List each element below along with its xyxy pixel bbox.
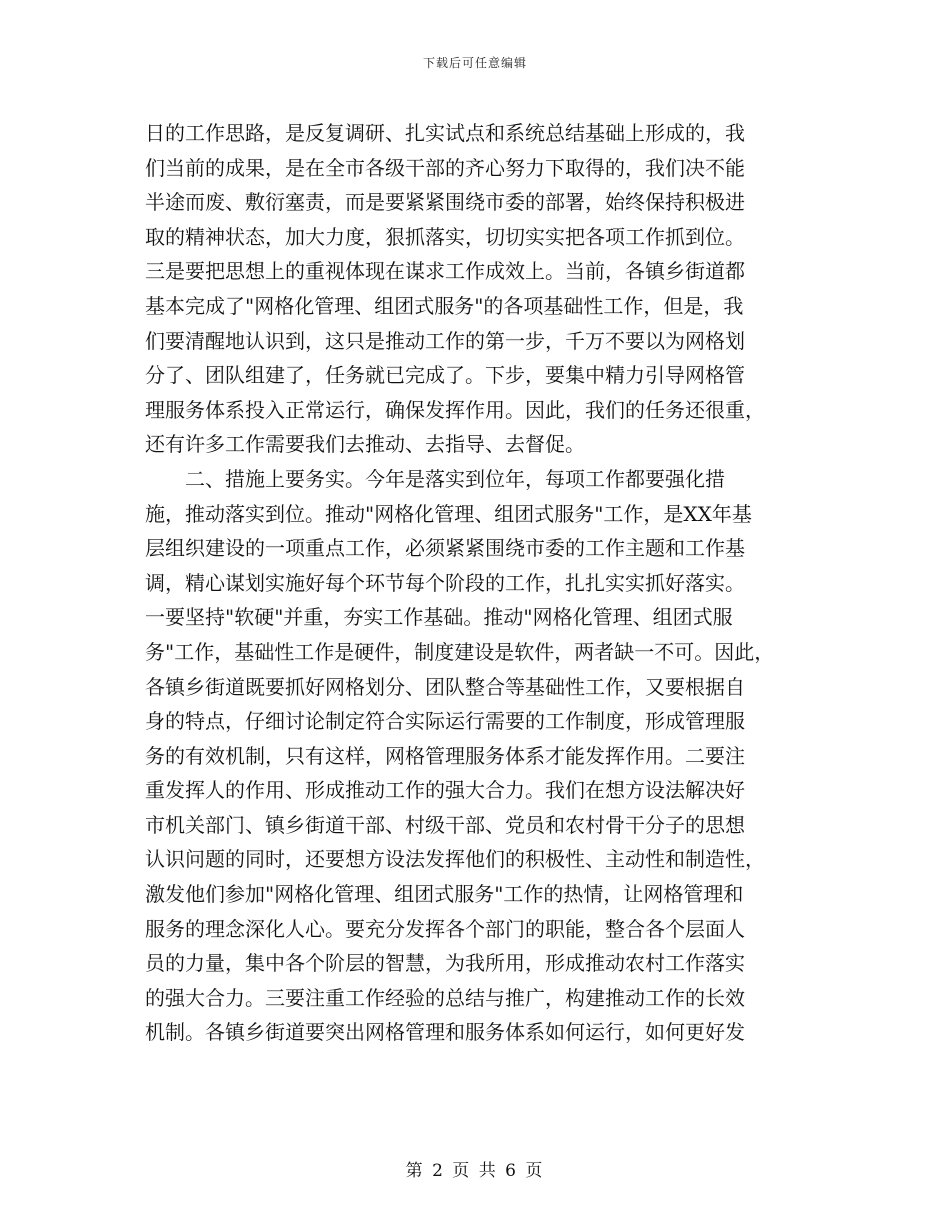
text-line: 激发他们参加"网格化管理、组团式服务"工作的热情，让网格管理和: [145, 882, 744, 907]
text-line: 务的有效机制，只有这样，网格管理服务体系才能发挥作用。二要注: [145, 743, 745, 768]
text-line: 员的力量，集中各个阶层的智慧，为我所用，形成推动农村工作落实: [145, 951, 745, 976]
text-line: 层组织建设的一项重点工作，必须紧紧围绕市委的工作主题和工作基: [145, 536, 745, 561]
text-line: 市机关部门、镇乡街道干部、村级干部、党员和农村骨干分子的思想: [145, 812, 745, 837]
text-line: 施，推动落实到位。推动"网格化管理、组团式服务"工作，是XX年基: [145, 501, 752, 526]
text-line: 取的精神状态，加大力度，狠抓落实，切切实实把各项工作抓到位。: [145, 224, 745, 249]
text-line: 一要坚持"软硬"并重，夯实工作基础。推动"网格化管理、组团式服: [145, 605, 733, 630]
document-body: [145, 116, 825, 1050]
text-line: 重发挥人的作用、形成推动工作的强大合力。我们在想方设法解决好: [145, 778, 745, 803]
text-line: 身的特点，仔细讨论制定符合实际运行需要的工作制度，形成管理服: [145, 709, 745, 734]
text-line: 认识问题的同时，还要想方设法发挥他们的积极性、主动性和制造性，: [145, 847, 765, 872]
section-heading-line: 二、措施上要务实。今年是落实到位年，每项工作都要强化措: [185, 466, 725, 491]
text-line: 们当前的成果，是在全市各级干部的齐心努力下取得的，我们决不能: [145, 155, 745, 180]
text-line: 分了、团队组建了，任务就已完成了。下步，要集中精力引导网格管: [145, 363, 745, 388]
text-line: 们要清醒地认识到，这只是推动工作的第一步，千万不要以为网格划: [145, 328, 745, 353]
text-line: 服务的理念深化人心。要充分发挥各个部门的职能，整合各个层面人: [145, 916, 745, 941]
text-line: 半途而废、敷衍塞责，而是要紧紧围绕市委的部署，始终保持积极进: [145, 190, 745, 215]
text-line: 务"工作，基础性工作是硬件，制度建设是软件，两者缺一不可。因此，: [145, 639, 775, 664]
page-header: 下载后可任意编辑: [422, 56, 527, 70]
text-line: 机制。各镇乡街道要突出网格管理和服务体系如何运行，如何更好发: [145, 1020, 745, 1045]
text-line: 的强大合力。三要注重工作经验的总结与推广，构建推动工作的长效: [145, 985, 745, 1010]
text-line: 基本完成了"网格化管理、组团式服务"的各项基础性工作，但是，我: [145, 293, 744, 318]
text-line: 三是要把思想上的重视体现在谋求工作成效上。当前，各镇乡街道都: [145, 259, 745, 284]
text-line: 调，精心谋划实施好每个环节每个阶段的工作，扎扎实实抓好落实。: [145, 570, 745, 595]
text-line: 理服务体系投入正常运行，确保发挥作用。因此，我们的任务还很重，: [145, 397, 765, 422]
text-line: 各镇乡街道既要抓好网格划分、团队整合等基础性工作，又要根据自: [145, 674, 745, 699]
page-number-footer: 第 2 页 共 6 页: [405, 1161, 545, 1181]
text-line: 日的工作思路，是反复调研、扎实试点和系统总结基础上形成的，我: [145, 121, 745, 145]
text-line: 还有许多工作需要我们去推动、去指导、去督促。: [145, 432, 585, 457]
